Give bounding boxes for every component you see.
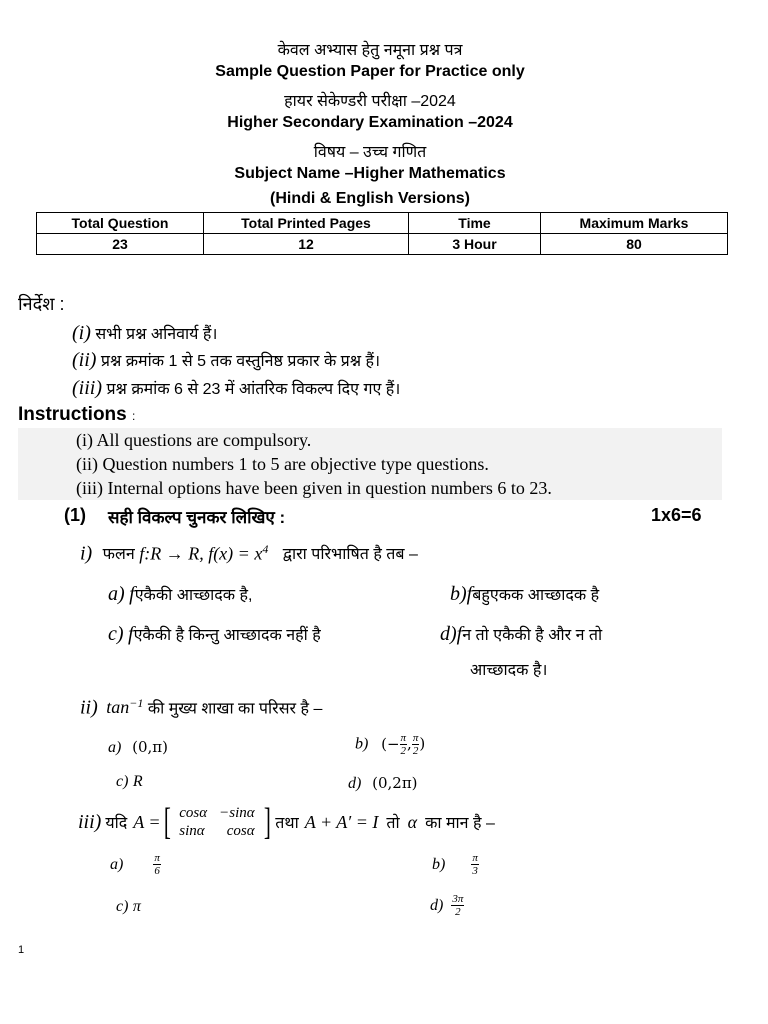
question-marks: 1x6=6 <box>651 505 702 525</box>
subquestion-text: का मान है – <box>425 815 495 832</box>
matrix-column <box>173 804 213 840</box>
item-number: (iii) <box>72 377 102 399</box>
table-header: Total Printed Pages <box>204 213 409 234</box>
table-header: Time <box>409 213 541 234</box>
option-text: बहुएकक आच्छादक है <box>472 587 600 604</box>
option-c <box>116 898 141 916</box>
math-superscript: −1 <box>129 696 144 710</box>
option-label: b) <box>450 583 467 605</box>
matrix-cell: cosα <box>179 805 208 821</box>
subquestion-number: i) <box>80 542 93 565</box>
option-a <box>110 852 161 877</box>
numerator: π <box>154 852 160 864</box>
option-var: f <box>128 623 134 645</box>
math-expression: A = <box>133 811 161 832</box>
fraction <box>471 852 479 877</box>
table-header: Maximum Marks <box>541 213 728 234</box>
option-d <box>440 623 602 646</box>
matrix-cell: cosα <box>226 823 255 839</box>
option-b <box>450 583 599 606</box>
subquestion-prefix: फलन <box>102 546 135 564</box>
subject-hindi: विषय – उच्च गणित <box>313 144 427 161</box>
option-d-continuation: आच्छादक है। <box>470 662 548 679</box>
option-label: a) <box>108 739 122 756</box>
item-text: प्रश्न क्रमांक 1 से 5 तक वस्तुनिष्ठ प्रकार के प्रश्न हैं। <box>100 353 381 370</box>
instructions-colon: : <box>132 409 136 423</box>
numerator: 3π <box>452 893 464 905</box>
right-bracket: ] <box>263 801 271 843</box>
option-label: d) <box>348 775 362 792</box>
exam-hindi: हायर सेकेण्डरी परीक्षा –2024 <box>284 93 456 110</box>
denominator: 2 <box>455 906 461 918</box>
subquestion-mid: तो <box>386 815 400 832</box>
matrix <box>161 803 274 841</box>
option-label: b) <box>432 855 446 873</box>
table-cell: 23 <box>37 234 204 255</box>
option-text: एकैकी आच्छादक है, <box>134 587 253 604</box>
option-prefix: (− <box>381 734 400 753</box>
table-cell: 80 <box>541 234 728 255</box>
denominator: 6 <box>154 865 160 877</box>
fraction <box>153 852 161 877</box>
subquestion-mid: तथा <box>275 815 299 832</box>
title-english: Sample Question Paper for Practice only <box>215 63 525 80</box>
exam-english: Higher Secondary Examination –2024 <box>227 114 513 131</box>
fraction <box>400 732 408 757</box>
instruction-item: (ii) Question numbers 1 to 5 are objective type questions. <box>76 454 489 474</box>
matrix-column <box>213 804 261 840</box>
title-hindi: केवल अभ्यास हेतु नमूना प्रश्न पत्र <box>277 42 463 59</box>
table-cell: 12 <box>204 234 409 255</box>
option-label: c) <box>116 898 129 915</box>
exam-info-table <box>36 212 728 255</box>
option-label: d) <box>430 896 444 914</box>
question-text: सही विकल्प चुनकर लिखिए : <box>108 508 286 527</box>
page-number: 1 <box>18 944 25 956</box>
math-variable: α <box>407 811 418 832</box>
option-var: f <box>129 583 135 605</box>
item-number: (ii) <box>72 349 97 371</box>
option-text: R <box>132 773 143 790</box>
option-c <box>116 773 143 791</box>
instruction-item: (iii) Internal options have been given in question numbers 6 to 23. <box>76 478 552 498</box>
question-number: (1) <box>64 505 86 525</box>
item-number: (i) <box>72 322 91 344</box>
option-suffix: ) <box>419 734 426 753</box>
option-d <box>430 893 464 918</box>
denominator: 2 <box>400 745 407 757</box>
subquestion-iii <box>78 803 495 841</box>
math-superscript: 4 <box>262 542 269 556</box>
option-text: न तो एकैकी है और न तो <box>462 627 603 644</box>
option-text: (0,2π) <box>372 774 418 792</box>
option-b <box>432 852 479 877</box>
denominator: 2 <box>412 745 419 757</box>
table-cell: 3 Hour <box>409 234 541 255</box>
denominator: 3 <box>472 865 478 877</box>
matrix-cell: −sinα <box>219 805 255 821</box>
option-a <box>108 738 168 757</box>
nirdesh-item <box>72 377 400 400</box>
subquestion-number: ii) <box>80 696 98 719</box>
subject-english: Subject Name –Higher Mathematics <box>234 165 506 182</box>
subquestion-i <box>80 542 418 565</box>
subquestion-text: की मुख्य शाखा का परिसर है – <box>147 700 323 718</box>
versions-note: (Hindi & English Versions) <box>269 190 471 207</box>
numerator: π <box>400 732 407 744</box>
math-expression: f:R → R, f(x) = x <box>139 543 263 564</box>
subquestion-number: iii) <box>78 810 102 833</box>
numerator: π <box>472 852 478 864</box>
instructions-title <box>18 404 135 426</box>
item-text: प्रश्न क्रमांक 6 से 23 में आंतरिक विकल्प दिए गए हैं। <box>106 381 401 398</box>
table-header-row <box>37 213 728 234</box>
option-label: a) <box>110 855 124 873</box>
left-bracket: [ <box>163 801 171 843</box>
numerator: π <box>412 732 419 744</box>
subquestion-text: द्वारा परिभाषित है तब – <box>282 546 418 564</box>
option-label: d) <box>440 623 457 645</box>
fraction <box>451 893 464 918</box>
instruction-item: (i) All questions are compulsory. <box>76 430 312 450</box>
table-header: Total Question <box>37 213 204 234</box>
subquestion-prefix: यदि <box>105 815 128 832</box>
option-text: एकैकी है किन्तु आच्छादक नहीं है <box>133 627 321 644</box>
option-var: f <box>456 623 463 645</box>
table-row <box>37 234 728 255</box>
option-text: (0,π) <box>132 738 168 756</box>
matrix-cell: sinα <box>179 823 205 839</box>
math-expression: tan <box>106 697 130 718</box>
nirdesh-title: निर्देश : <box>18 294 65 314</box>
option-label: a) <box>108 583 125 605</box>
nirdesh-item <box>72 349 380 372</box>
math-expression: A + A′ = I <box>304 811 379 832</box>
option-sep: , <box>407 734 412 753</box>
option-a <box>108 583 252 606</box>
nirdesh-item <box>72 322 217 345</box>
option-label: b) <box>355 735 369 753</box>
option-text: π <box>132 898 141 915</box>
option-c <box>108 623 321 646</box>
subquestion-ii <box>80 696 322 719</box>
instructions-title-text: Instructions <box>18 404 127 425</box>
option-b <box>355 732 425 757</box>
option-d <box>348 774 418 793</box>
item-text: सभी प्रश्न अनिवार्य हैं। <box>95 326 218 343</box>
option-label: c) <box>116 773 129 790</box>
option-label: c) <box>108 623 124 645</box>
option-var: f <box>466 583 473 605</box>
